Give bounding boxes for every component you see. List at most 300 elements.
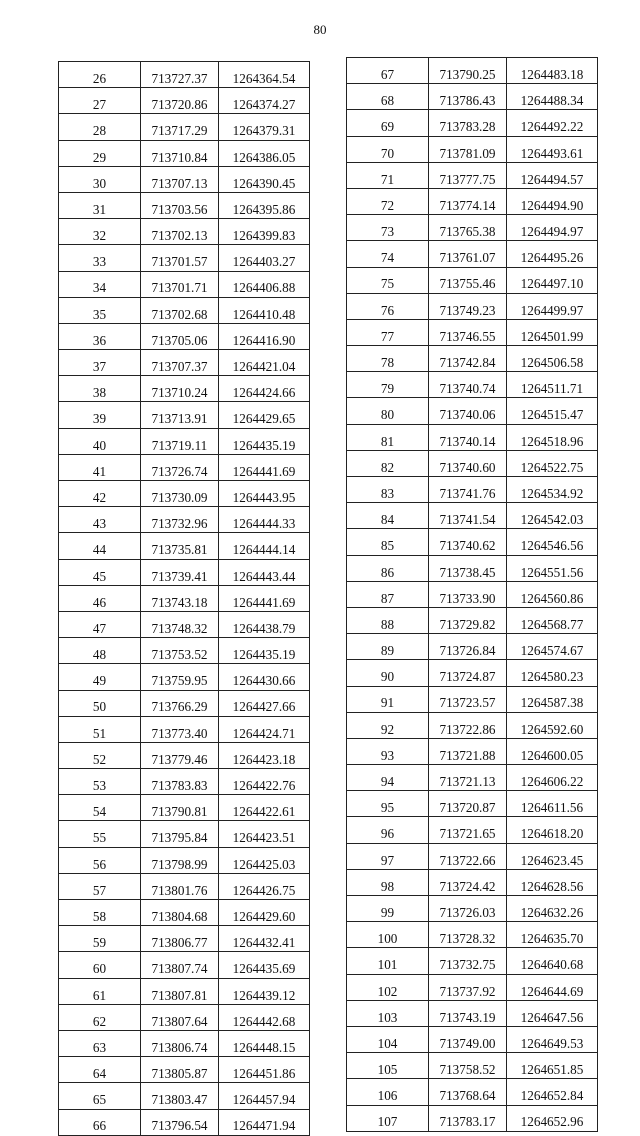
x-coordinate-cell: 713713.91: [141, 402, 219, 428]
point-number-cell: 64: [59, 1057, 141, 1083]
point-number-cell: 61: [59, 978, 141, 1004]
y-coordinate-cell: 1264457.94: [219, 1083, 310, 1109]
y-coordinate-cell: 1264651.85: [507, 1053, 598, 1079]
point-number-cell: 55: [59, 821, 141, 847]
point-number-cell: 105: [347, 1053, 429, 1079]
point-number-cell: 76: [347, 293, 429, 319]
y-coordinate-cell: 1264416.90: [219, 323, 310, 349]
point-number-cell: 50: [59, 690, 141, 716]
x-coordinate-cell: 713740.74: [429, 372, 507, 398]
y-coordinate-cell: 1264427.66: [219, 690, 310, 716]
table-row: [59, 821, 310, 847]
x-coordinate-cell: 713777.75: [429, 162, 507, 188]
x-coordinate-cell: 713758.52: [429, 1053, 507, 1079]
table-row: [59, 1004, 310, 1030]
table-row: [59, 900, 310, 926]
y-coordinate-cell: 1264429.60: [219, 900, 310, 926]
table-row: [59, 952, 310, 978]
y-coordinate-cell: 1264499.97: [507, 293, 598, 319]
y-coordinate-cell: 1264439.12: [219, 978, 310, 1004]
x-coordinate-cell: 713773.40: [141, 716, 219, 742]
x-coordinate-cell: 713702.13: [141, 219, 219, 245]
point-number-cell: 46: [59, 585, 141, 611]
point-number-cell: 62: [59, 1004, 141, 1030]
point-number-cell: 74: [347, 241, 429, 267]
table-row: [59, 88, 310, 114]
x-coordinate-cell: 713740.14: [429, 424, 507, 450]
table-row: [59, 638, 310, 664]
point-number-cell: 89: [347, 634, 429, 660]
x-coordinate-cell: 713806.77: [141, 926, 219, 952]
y-coordinate-cell: 1264623.45: [507, 843, 598, 869]
x-coordinate-cell: 713701.71: [141, 271, 219, 297]
table-row: [347, 765, 598, 791]
point-number-cell: 33: [59, 245, 141, 271]
y-coordinate-cell: 1264435.69: [219, 952, 310, 978]
y-coordinate-cell: 1264432.41: [219, 926, 310, 952]
y-coordinate-cell: 1264488.34: [507, 84, 598, 110]
x-coordinate-cell: 713783.28: [429, 110, 507, 136]
table-row: [59, 559, 310, 585]
table-row: [347, 581, 598, 607]
x-coordinate-cell: 713795.84: [141, 821, 219, 847]
x-coordinate-cell: 713740.62: [429, 529, 507, 555]
y-coordinate-cell: 1264546.56: [507, 529, 598, 555]
x-coordinate-cell: 713726.03: [429, 896, 507, 922]
point-number-cell: 70: [347, 136, 429, 162]
y-coordinate-cell: 1264444.14: [219, 533, 310, 559]
point-number-cell: 80: [347, 398, 429, 424]
table-row: [347, 372, 598, 398]
y-coordinate-cell: 1264494.97: [507, 215, 598, 241]
table-row: [347, 477, 598, 503]
y-coordinate-cell: 1264574.67: [507, 634, 598, 660]
point-number-cell: 58: [59, 900, 141, 926]
x-coordinate-cell: 713721.88: [429, 738, 507, 764]
table-row: [347, 948, 598, 974]
table-row: [59, 323, 310, 349]
table-row: [59, 716, 310, 742]
x-coordinate-cell: 713742.84: [429, 346, 507, 372]
table-row: [347, 555, 598, 581]
x-coordinate-cell: 713724.87: [429, 660, 507, 686]
table-row: [59, 166, 310, 192]
point-number-cell: 67: [347, 58, 429, 84]
y-coordinate-cell: 1264406.88: [219, 271, 310, 297]
point-number-cell: 37: [59, 350, 141, 376]
table-row: [59, 297, 310, 323]
y-coordinate-cell: 1264618.20: [507, 817, 598, 843]
x-coordinate-cell: 713722.86: [429, 712, 507, 738]
table-row: [347, 529, 598, 555]
y-coordinate-cell: 1264435.19: [219, 428, 310, 454]
x-coordinate-cell: 713732.96: [141, 507, 219, 533]
point-number-cell: 92: [347, 712, 429, 738]
table-row: [347, 712, 598, 738]
y-coordinate-cell: 1264444.33: [219, 507, 310, 533]
y-coordinate-cell: 1264644.69: [507, 974, 598, 1000]
x-coordinate-cell: 713790.25: [429, 58, 507, 84]
table-row: [59, 402, 310, 428]
y-coordinate-cell: 1264587.38: [507, 686, 598, 712]
y-coordinate-cell: 1264438.79: [219, 611, 310, 637]
point-number-cell: 71: [347, 162, 429, 188]
point-number-cell: 100: [347, 922, 429, 948]
x-coordinate-cell: 713705.06: [141, 323, 219, 349]
x-coordinate-cell: 713740.06: [429, 398, 507, 424]
x-coordinate-cell: 713703.56: [141, 192, 219, 218]
point-number-cell: 59: [59, 926, 141, 952]
table-row: [59, 611, 310, 637]
point-number-cell: 35: [59, 297, 141, 323]
x-coordinate-cell: 713790.81: [141, 795, 219, 821]
y-coordinate-cell: 1264424.66: [219, 376, 310, 402]
point-number-cell: 91: [347, 686, 429, 712]
table-row: [59, 1030, 310, 1056]
x-coordinate-cell: 713753.52: [141, 638, 219, 664]
table-row: [59, 795, 310, 821]
table-row: [347, 267, 598, 293]
x-coordinate-cell: 713702.68: [141, 297, 219, 323]
table-row: [347, 319, 598, 345]
point-number-cell: 56: [59, 847, 141, 873]
x-coordinate-cell: 713761.07: [429, 241, 507, 267]
x-coordinate-cell: 713723.57: [429, 686, 507, 712]
table-row: [347, 398, 598, 424]
x-coordinate-cell: 713720.87: [429, 791, 507, 817]
table-row: [59, 481, 310, 507]
x-coordinate-cell: 713755.46: [429, 267, 507, 293]
point-number-cell: 51: [59, 716, 141, 742]
point-number-cell: 57: [59, 873, 141, 899]
table-row: [59, 1109, 310, 1135]
y-coordinate-cell: 1264424.71: [219, 716, 310, 742]
y-coordinate-cell: 1264443.44: [219, 559, 310, 585]
x-coordinate-cell: 713783.17: [429, 1105, 507, 1131]
point-number-cell: 42: [59, 481, 141, 507]
x-coordinate-cell: 713732.75: [429, 948, 507, 974]
x-coordinate-cell: 713743.18: [141, 585, 219, 611]
table-row: [59, 690, 310, 716]
x-coordinate-cell: 713746.55: [429, 319, 507, 345]
table-row: [59, 271, 310, 297]
x-coordinate-cell: 713741.54: [429, 503, 507, 529]
table-row: [59, 664, 310, 690]
point-number-cell: 101: [347, 948, 429, 974]
table-row: [347, 110, 598, 136]
y-coordinate-cell: 1264518.96: [507, 424, 598, 450]
coordinates-table-right: [346, 57, 598, 1132]
y-coordinate-cell: 1264429.65: [219, 402, 310, 428]
point-number-cell: 49: [59, 664, 141, 690]
point-number-cell: 73: [347, 215, 429, 241]
x-coordinate-cell: 713722.66: [429, 843, 507, 869]
x-coordinate-cell: 713719.11: [141, 428, 219, 454]
y-coordinate-cell: 1264606.22: [507, 765, 598, 791]
table-row: [347, 424, 598, 450]
point-number-cell: 26: [59, 62, 141, 88]
x-coordinate-cell: 713741.76: [429, 477, 507, 503]
point-number-cell: 44: [59, 533, 141, 559]
y-coordinate-cell: 1264441.69: [219, 454, 310, 480]
y-coordinate-cell: 1264423.51: [219, 821, 310, 847]
y-coordinate-cell: 1264515.47: [507, 398, 598, 424]
y-coordinate-cell: 1264422.61: [219, 795, 310, 821]
point-number-cell: 32: [59, 219, 141, 245]
table-row: [59, 533, 310, 559]
table-row: [59, 62, 310, 88]
y-coordinate-cell: 1264628.56: [507, 869, 598, 895]
table-row: [347, 922, 598, 948]
table-row: [347, 817, 598, 843]
y-coordinate-cell: 1264495.26: [507, 241, 598, 267]
x-coordinate-cell: 713781.09: [429, 136, 507, 162]
table-row: [59, 507, 310, 533]
table-row: [347, 503, 598, 529]
table-row: [59, 847, 310, 873]
y-coordinate-cell: 1264647.56: [507, 1000, 598, 1026]
x-coordinate-cell: 713803.47: [141, 1083, 219, 1109]
y-coordinate-cell: 1264592.60: [507, 712, 598, 738]
point-number-cell: 65: [59, 1083, 141, 1109]
table-row: [347, 58, 598, 84]
y-coordinate-cell: 1264635.70: [507, 922, 598, 948]
point-number-cell: 36: [59, 323, 141, 349]
table-row: [59, 245, 310, 271]
x-coordinate-cell: 713726.74: [141, 454, 219, 480]
y-coordinate-cell: 1264374.27: [219, 88, 310, 114]
y-coordinate-cell: 1264448.15: [219, 1030, 310, 1056]
point-number-cell: 78: [347, 346, 429, 372]
table-row: [347, 188, 598, 214]
table-row: [347, 869, 598, 895]
x-coordinate-cell: 713766.29: [141, 690, 219, 716]
x-coordinate-cell: 713707.37: [141, 350, 219, 376]
point-number-cell: 107: [347, 1105, 429, 1131]
y-coordinate-cell: 1264435.19: [219, 638, 310, 664]
table-row: [347, 1000, 598, 1026]
y-coordinate-cell: 1264410.48: [219, 297, 310, 323]
point-number-cell: 27: [59, 88, 141, 114]
point-number-cell: 34: [59, 271, 141, 297]
table-row: [59, 140, 310, 166]
x-coordinate-cell: 713768.64: [429, 1079, 507, 1105]
table-row: [347, 450, 598, 476]
point-number-cell: 95: [347, 791, 429, 817]
x-coordinate-cell: 713807.74: [141, 952, 219, 978]
table-row: [347, 1026, 598, 1052]
table-row: [59, 454, 310, 480]
coordinates-table-left: [58, 61, 310, 1136]
y-coordinate-cell: 1264443.95: [219, 481, 310, 507]
table-row: [59, 769, 310, 795]
x-coordinate-cell: 713701.57: [141, 245, 219, 271]
table-row: [347, 1079, 598, 1105]
x-coordinate-cell: 713774.14: [429, 188, 507, 214]
x-coordinate-cell: 713721.13: [429, 765, 507, 791]
y-coordinate-cell: 1264379.31: [219, 114, 310, 140]
y-coordinate-cell: 1264652.84: [507, 1079, 598, 1105]
y-coordinate-cell: 1264386.05: [219, 140, 310, 166]
point-number-cell: 72: [347, 188, 429, 214]
table-row: [347, 607, 598, 633]
x-coordinate-cell: 713801.76: [141, 873, 219, 899]
y-coordinate-cell: 1264451.86: [219, 1057, 310, 1083]
y-coordinate-cell: 1264534.92: [507, 477, 598, 503]
x-coordinate-cell: 713737.92: [429, 974, 507, 1000]
point-number-cell: 45: [59, 559, 141, 585]
y-coordinate-cell: 1264423.18: [219, 742, 310, 768]
table-row: [347, 293, 598, 319]
y-coordinate-cell: 1264497.10: [507, 267, 598, 293]
table-row: [59, 428, 310, 454]
point-number-cell: 81: [347, 424, 429, 450]
point-number-cell: 66: [59, 1109, 141, 1135]
y-coordinate-cell: 1264551.56: [507, 555, 598, 581]
point-number-cell: 93: [347, 738, 429, 764]
table-row: [347, 241, 598, 267]
point-number-cell: 103: [347, 1000, 429, 1026]
y-coordinate-cell: 1264364.54: [219, 62, 310, 88]
point-number-cell: 99: [347, 896, 429, 922]
x-coordinate-cell: 713804.68: [141, 900, 219, 926]
y-coordinate-cell: 1264649.53: [507, 1026, 598, 1052]
x-coordinate-cell: 713721.65: [429, 817, 507, 843]
x-coordinate-cell: 713765.38: [429, 215, 507, 241]
table-row: [347, 215, 598, 241]
point-number-cell: 52: [59, 742, 141, 768]
table-row: [347, 84, 598, 110]
point-number-cell: 38: [59, 376, 141, 402]
point-number-cell: 85: [347, 529, 429, 555]
y-coordinate-cell: 1264442.68: [219, 1004, 310, 1030]
point-number-cell: 106: [347, 1079, 429, 1105]
point-number-cell: 47: [59, 611, 141, 637]
y-coordinate-cell: 1264501.99: [507, 319, 598, 345]
point-number-cell: 63: [59, 1030, 141, 1056]
table-row: [59, 1083, 310, 1109]
x-coordinate-cell: 713738.45: [429, 555, 507, 581]
point-number-cell: 102: [347, 974, 429, 1000]
table-row: [59, 192, 310, 218]
y-coordinate-cell: 1264399.83: [219, 219, 310, 245]
x-coordinate-cell: 713724.42: [429, 869, 507, 895]
table-row: [347, 791, 598, 817]
x-coordinate-cell: 713728.32: [429, 922, 507, 948]
y-coordinate-cell: 1264494.57: [507, 162, 598, 188]
point-number-cell: 68: [347, 84, 429, 110]
table-row: [59, 585, 310, 611]
point-number-cell: 60: [59, 952, 141, 978]
table-row: [347, 896, 598, 922]
point-number-cell: 79: [347, 372, 429, 398]
point-number-cell: 48: [59, 638, 141, 664]
x-coordinate-cell: 713783.83: [141, 769, 219, 795]
y-coordinate-cell: 1264430.66: [219, 664, 310, 690]
table-row: [347, 1053, 598, 1079]
point-number-cell: 88: [347, 607, 429, 633]
x-coordinate-cell: 713807.81: [141, 978, 219, 1004]
y-coordinate-cell: 1264580.23: [507, 660, 598, 686]
y-coordinate-cell: 1264632.26: [507, 896, 598, 922]
table-row: [59, 926, 310, 952]
y-coordinate-cell: 1264493.61: [507, 136, 598, 162]
point-number-cell: 54: [59, 795, 141, 821]
x-coordinate-cell: 713717.29: [141, 114, 219, 140]
y-coordinate-cell: 1264426.75: [219, 873, 310, 899]
point-number-cell: 28: [59, 114, 141, 140]
point-number-cell: 69: [347, 110, 429, 136]
x-coordinate-cell: 713796.54: [141, 1109, 219, 1135]
y-coordinate-cell: 1264494.90: [507, 188, 598, 214]
point-number-cell: 77: [347, 319, 429, 345]
x-coordinate-cell: 713729.82: [429, 607, 507, 633]
table-row: [59, 114, 310, 140]
y-coordinate-cell: 1264492.22: [507, 110, 598, 136]
table-row: [347, 1105, 598, 1131]
table-row: [347, 843, 598, 869]
table-row: [347, 346, 598, 372]
x-coordinate-cell: 713739.41: [141, 559, 219, 585]
x-coordinate-cell: 713740.60: [429, 450, 507, 476]
y-coordinate-cell: 1264600.05: [507, 738, 598, 764]
table-row: [59, 742, 310, 768]
y-coordinate-cell: 1264560.86: [507, 581, 598, 607]
y-coordinate-cell: 1264441.69: [219, 585, 310, 611]
point-number-cell: 87: [347, 581, 429, 607]
table-row: [59, 376, 310, 402]
x-coordinate-cell: 713727.37: [141, 62, 219, 88]
point-number-cell: 83: [347, 477, 429, 503]
point-number-cell: 53: [59, 769, 141, 795]
point-number-cell: 90: [347, 660, 429, 686]
x-coordinate-cell: 713779.46: [141, 742, 219, 768]
x-coordinate-cell: 713707.13: [141, 166, 219, 192]
y-coordinate-cell: 1264506.58: [507, 346, 598, 372]
point-number-cell: 31: [59, 192, 141, 218]
y-coordinate-cell: 1264640.68: [507, 948, 598, 974]
table-row: [59, 873, 310, 899]
table-row: [347, 974, 598, 1000]
y-coordinate-cell: 1264422.76: [219, 769, 310, 795]
x-coordinate-cell: 713798.99: [141, 847, 219, 873]
point-number-cell: 29: [59, 140, 141, 166]
y-coordinate-cell: 1264652.96: [507, 1105, 598, 1131]
x-coordinate-cell: 713726.84: [429, 634, 507, 660]
point-number-cell: 39: [59, 402, 141, 428]
point-number-cell: 41: [59, 454, 141, 480]
table-row: [347, 738, 598, 764]
y-coordinate-cell: 1264471.94: [219, 1109, 310, 1135]
table-row: [59, 978, 310, 1004]
table-row: [347, 634, 598, 660]
y-coordinate-cell: 1264611.56: [507, 791, 598, 817]
y-coordinate-cell: 1264395.86: [219, 192, 310, 218]
y-coordinate-cell: 1264511.71: [507, 372, 598, 398]
x-coordinate-cell: 713749.00: [429, 1026, 507, 1052]
x-coordinate-cell: 713735.81: [141, 533, 219, 559]
point-number-cell: 40: [59, 428, 141, 454]
table-row: [59, 219, 310, 245]
point-number-cell: 43: [59, 507, 141, 533]
y-coordinate-cell: 1264403.27: [219, 245, 310, 271]
table-row: [347, 136, 598, 162]
x-coordinate-cell: 713710.24: [141, 376, 219, 402]
y-coordinate-cell: 1264542.03: [507, 503, 598, 529]
x-coordinate-cell: 713710.84: [141, 140, 219, 166]
y-coordinate-cell: 1264421.04: [219, 350, 310, 376]
x-coordinate-cell: 713720.86: [141, 88, 219, 114]
